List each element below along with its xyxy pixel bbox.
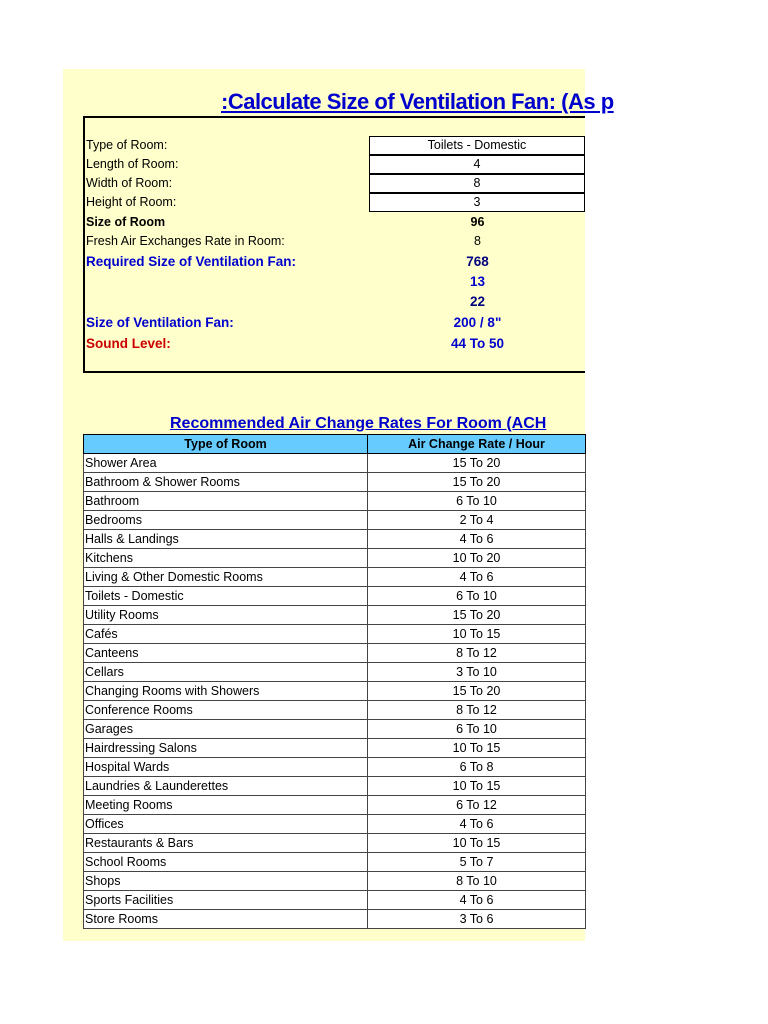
room-type-cell[interactable]: Halls & Landings	[84, 530, 368, 549]
table-row	[84, 530, 586, 549]
table-row	[84, 739, 586, 758]
air-change-rate-cell[interactable]: 6 To 12	[368, 796, 586, 815]
room-type-cell[interactable]: Shower Area	[84, 454, 368, 473]
row-height	[85, 193, 587, 212]
room-type-cell[interactable]: Cellars	[84, 663, 368, 682]
air-change-rate-cell[interactable]: 4 To 6	[368, 568, 586, 587]
room-type-cell[interactable]: Garages	[84, 720, 368, 739]
row-width	[85, 174, 587, 193]
air-change-rate-cell[interactable]: 6 To 10	[368, 720, 586, 739]
table-row	[84, 891, 586, 910]
room-type-cell[interactable]: Bathroom	[84, 492, 368, 511]
room-type-cell[interactable]: Offices	[84, 815, 368, 834]
air-change-rate-cell[interactable]: 3 To 10	[368, 663, 586, 682]
fresh-air-label: Fresh Air Exchanges Rate in Room:	[86, 234, 285, 248]
row-fan-size	[85, 313, 587, 332]
table-row	[84, 606, 586, 625]
room-type-cell[interactable]: Cafés	[84, 625, 368, 644]
fan-calculator-panel	[83, 116, 585, 373]
table-row	[84, 511, 586, 530]
air-change-rate-cell[interactable]: 8 To 12	[368, 644, 586, 663]
row-extra-2	[85, 292, 587, 311]
size-of-room-value: 96	[470, 215, 485, 229]
table-row	[84, 663, 586, 682]
air-change-rates-table	[83, 434, 586, 929]
table-row	[84, 492, 586, 511]
table-row	[84, 853, 586, 872]
room-type-cell[interactable]: Kitchens	[84, 549, 368, 568]
height-label: Height of Room:	[86, 195, 177, 209]
width-input[interactable]: 8	[369, 174, 585, 193]
air-change-rate-cell[interactable]: 4 To 6	[368, 891, 586, 910]
room-type-cell[interactable]: Sports Facilities	[84, 891, 368, 910]
type-of-room-input[interactable]: Toilets - Domestic	[369, 136, 585, 155]
table-row	[84, 454, 586, 473]
room-type-cell[interactable]: Shops	[84, 872, 368, 891]
table-row	[84, 758, 586, 777]
air-change-rate-cell[interactable]: 10 To 15	[368, 739, 586, 758]
air-change-rate-cell[interactable]: 4 To 6	[368, 815, 586, 834]
air-change-rate-cell[interactable]: 6 To 10	[368, 492, 586, 511]
table-row	[84, 644, 586, 663]
table-header-row	[84, 435, 586, 454]
air-change-rate-cell[interactable]: 15 To 20	[368, 454, 586, 473]
table-row	[84, 872, 586, 891]
air-change-rate-cell[interactable]: 8 To 10	[368, 872, 586, 891]
table-row	[84, 587, 586, 606]
air-change-rate-cell[interactable]: 15 To 20	[368, 682, 586, 701]
air-change-rate-cell[interactable]: 8 To 12	[368, 701, 586, 720]
type-of-room-label: Type of Room:	[86, 138, 168, 152]
air-change-rate-cell[interactable]: 10 To 20	[368, 549, 586, 568]
fan-size-value: 200 / 8"	[453, 315, 502, 330]
air-change-rate-cell[interactable]: 3 To 6	[368, 910, 586, 929]
air-change-rate-cell[interactable]: 6 To 10	[368, 587, 586, 606]
row-required-size	[85, 252, 587, 271]
air-change-rate-cell[interactable]: 10 To 15	[368, 625, 586, 644]
room-type-cell[interactable]: School Rooms	[84, 853, 368, 872]
table-row	[84, 834, 586, 853]
air-change-rate-cell[interactable]: 10 To 15	[368, 834, 586, 853]
length-input[interactable]: 4	[369, 155, 585, 174]
row-size-of-room	[85, 213, 587, 232]
room-type-cell[interactable]: Laundries & Launderettes	[84, 777, 368, 796]
room-type-cell[interactable]: Meeting Rooms	[84, 796, 368, 815]
air-change-rate-cell[interactable]: 2 To 4	[368, 511, 586, 530]
table-row	[84, 720, 586, 739]
room-type-cell[interactable]: Restaurants & Bars	[84, 834, 368, 853]
air-change-rate-cell[interactable]: 5 To 7	[368, 853, 586, 872]
room-type-cell[interactable]: Toilets - Domestic	[84, 587, 368, 606]
row-extra-1	[85, 272, 587, 291]
width-label: Width of Room:	[86, 176, 173, 190]
table-row	[84, 815, 586, 834]
room-type-cell[interactable]: Conference Rooms	[84, 701, 368, 720]
air-change-rate-cell[interactable]: 10 To 15	[368, 777, 586, 796]
row-length	[85, 155, 587, 174]
room-type-cell[interactable]: Living & Other Domestic Rooms	[84, 568, 368, 587]
room-type-cell[interactable]: Changing Rooms with Showers	[84, 682, 368, 701]
size-of-room-label: Size of Room	[86, 215, 166, 229]
sound-level-value: 44 To 50	[450, 336, 505, 351]
room-type-cell[interactable]: Utility Rooms	[84, 606, 368, 625]
page-title: :Calculate Size of Ventilation Fan: (As p	[221, 89, 614, 114]
extra-value-2: 22	[469, 294, 486, 309]
header-air-change-rate: Air Change Rate / Hour	[368, 435, 586, 454]
table-row	[84, 625, 586, 644]
air-change-rate-cell[interactable]: 4 To 6	[368, 530, 586, 549]
table-row	[84, 796, 586, 815]
row-type-of-room	[85, 136, 587, 155]
required-size-value: 768	[466, 254, 489, 269]
air-change-rate-cell[interactable]: 15 To 20	[368, 606, 586, 625]
fan-size-label: Size of Ventilation Fan:	[86, 315, 234, 330]
spreadsheet-sheet	[63, 69, 614, 941]
length-label: Length of Room:	[86, 157, 179, 171]
extra-value-1: 13	[469, 274, 486, 289]
room-type-cell[interactable]: Bathroom & Shower Rooms	[84, 473, 368, 492]
room-type-cell[interactable]: Store Rooms	[84, 910, 368, 929]
table-row	[84, 549, 586, 568]
fresh-air-value: 8	[474, 234, 481, 248]
room-type-cell[interactable]: Hospital Wards	[84, 758, 368, 777]
air-change-rate-cell[interactable]: 6 To 8	[368, 758, 586, 777]
table-row	[84, 568, 586, 587]
air-change-rate-cell[interactable]: 15 To 20	[368, 473, 586, 492]
table-row	[84, 473, 586, 492]
room-type-cell[interactable]: Hairdressing Salons	[84, 739, 368, 758]
room-type-cell[interactable]: Canteens	[84, 644, 368, 663]
height-input[interactable]: 3	[369, 193, 585, 212]
rates-table-title: Recommended Air Change Rates For Room (ACH	[170, 415, 547, 432]
table-row	[84, 682, 586, 701]
required-size-label: Required Size of Ventilation Fan:	[86, 254, 297, 269]
header-type-of-room: Type of Room	[84, 435, 368, 454]
row-sound-level	[85, 334, 587, 353]
table-row	[84, 910, 586, 929]
table-row	[84, 701, 586, 720]
sound-level-label: Sound Level:	[86, 336, 171, 351]
row-fresh-air	[85, 232, 587, 251]
table-row	[84, 777, 586, 796]
room-type-cell[interactable]: Bedrooms	[84, 511, 368, 530]
